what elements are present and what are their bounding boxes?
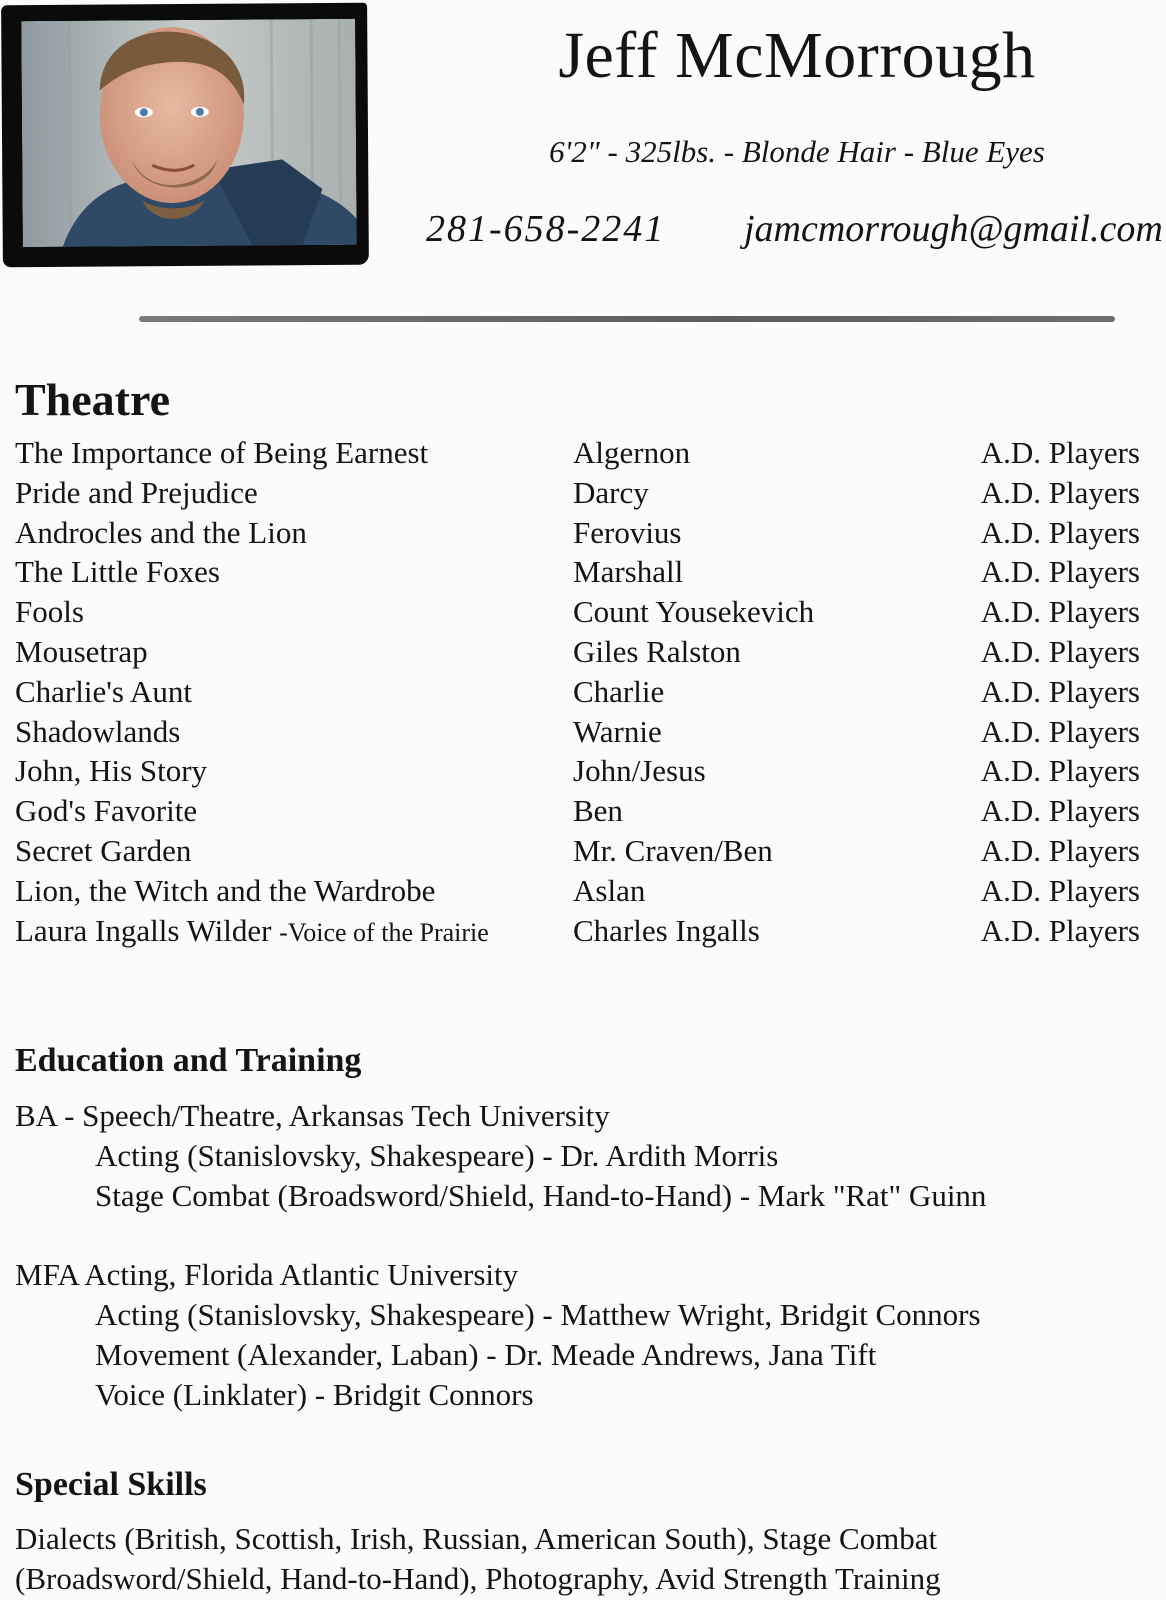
- credit-row: [15, 513, 1140, 553]
- credit-company: A.D. Players: [980, 912, 1140, 948]
- headshot-icon: [21, 19, 357, 247]
- education-heading: Education and Training: [15, 1042, 362, 1079]
- credit-show: The Importance of Being Earnest: [15, 435, 429, 470]
- credit-show: Secret Garden: [15, 832, 192, 868]
- credit-role: Aslan: [573, 872, 646, 908]
- credit-role: Ben: [573, 793, 623, 829]
- credit-company: A.D. Players: [980, 832, 1140, 868]
- credit-show: The Little Foxes: [15, 554, 220, 590]
- credit-note: -Voice of the Prairie: [279, 917, 489, 947]
- credit-row: [15, 911, 1140, 951]
- credit-row: [15, 871, 1140, 911]
- credit-row: [15, 433, 1140, 473]
- credit-show: Mousetrap: [15, 633, 148, 669]
- header-divider: [139, 316, 1115, 322]
- credit-company: A.D. Players: [980, 554, 1140, 590]
- credit-row: [15, 473, 1140, 513]
- credit-row: [15, 672, 1140, 712]
- mfa-training-line: Movement (Alexander, Laban) - Dr. Meade Andrews, Jana Tift: [95, 1337, 877, 1372]
- credit-role: Charles Ingalls: [573, 912, 760, 948]
- credit-row: [15, 632, 1140, 672]
- headshot-photo: [21, 19, 357, 247]
- credit-role: John/Jesus: [573, 753, 706, 789]
- headshot-frame: [1, 3, 369, 268]
- credit-company: A.D. Players: [980, 872, 1140, 908]
- ba-degree: BA - Speech/Theatre, Arkansas Tech University: [15, 1098, 610, 1133]
- mfa-training-line: Acting (Stanislovsky, Shakespeare) - Matthew Wright, Bridgit Connors: [95, 1297, 981, 1332]
- credit-role: Marshall: [573, 554, 684, 590]
- credit-company: A.D. Players: [980, 673, 1140, 709]
- credit-role: Algernon: [573, 435, 691, 470]
- credit-show: Laura Ingalls Wilder -Voice of the Prairie: [15, 912, 489, 948]
- credit-show: God's Favorite: [15, 793, 198, 829]
- mfa-degree: MFA Acting, Florida Atlantic University: [15, 1257, 519, 1292]
- credit-company: A.D. Players: [980, 713, 1140, 749]
- credit-company: A.D. Players: [980, 793, 1140, 829]
- credit-role: Count Yousekevich: [573, 594, 815, 630]
- credit-role: Giles Ralston: [573, 633, 741, 669]
- credit-show: Androcles and the Lion: [15, 514, 307, 550]
- credit-row: [15, 592, 1140, 632]
- education-ba: [15, 1096, 986, 1216]
- ba-training-line: Stage Combat (Broadsword/Shield, Hand-to-Hand) - Mark "Rat" Guinn: [95, 1178, 987, 1213]
- credit-row: [15, 791, 1140, 831]
- credit-row: [15, 831, 1140, 871]
- skills-heading: Special Skills: [15, 1466, 207, 1503]
- credit-role: Ferovius: [573, 514, 682, 550]
- theatre-heading: Theatre: [15, 374, 171, 425]
- credit-company: A.D. Players: [980, 753, 1140, 789]
- credit-show: Pride and Prejudice: [15, 474, 258, 510]
- credit-company: A.D. Players: [980, 514, 1140, 550]
- credit-role: Charlie: [573, 673, 665, 709]
- credit-company: A.D. Players: [980, 435, 1140, 470]
- credit-row: [15, 552, 1140, 592]
- skills-text: Dialects (British, Scottish, Irish, Russian, American South), Stage Combat (Broadsword/Shield, Hand-to-Hand), Photography, Avid Strength Training: [15, 1521, 941, 1596]
- theatre-credits-list: [15, 433, 1140, 950]
- credit-role: Darcy: [573, 474, 649, 510]
- physical-stats: 6'2" - 325lbs. - Blonde Hair - Blue Eyes: [549, 134, 1045, 169]
- credit-company: A.D. Players: [980, 633, 1140, 669]
- credit-role: Mr. Craven/Ben: [573, 832, 773, 868]
- credit-show: Fools: [15, 594, 84, 630]
- education-mfa: [15, 1255, 981, 1415]
- email-address[interactable]: jamcmorrough@gmail.com: [744, 208, 1163, 250]
- credit-show: Shadowlands: [15, 713, 181, 749]
- credit-show: John, His Story: [15, 753, 208, 789]
- credit-company: A.D. Players: [980, 594, 1140, 630]
- applicant-name: Jeff McMorrough: [558, 19, 1036, 92]
- credit-show: Lion, the Witch and the Wardrobe: [15, 872, 436, 908]
- mfa-training-line: Voice (Linklater) - Bridgit Connors: [95, 1377, 534, 1412]
- credit-row: [15, 751, 1140, 791]
- credit-show: Charlie's Aunt: [15, 673, 192, 709]
- credit-role: Warnie: [573, 713, 662, 749]
- credit-row: [15, 712, 1140, 752]
- ba-training-line: Acting (Stanislovsky, Shakespeare) - Dr. Ardith Morris: [95, 1138, 779, 1173]
- phone-number[interactable]: 281-658-2241: [426, 208, 666, 250]
- credit-company: A.D. Players: [980, 474, 1140, 510]
